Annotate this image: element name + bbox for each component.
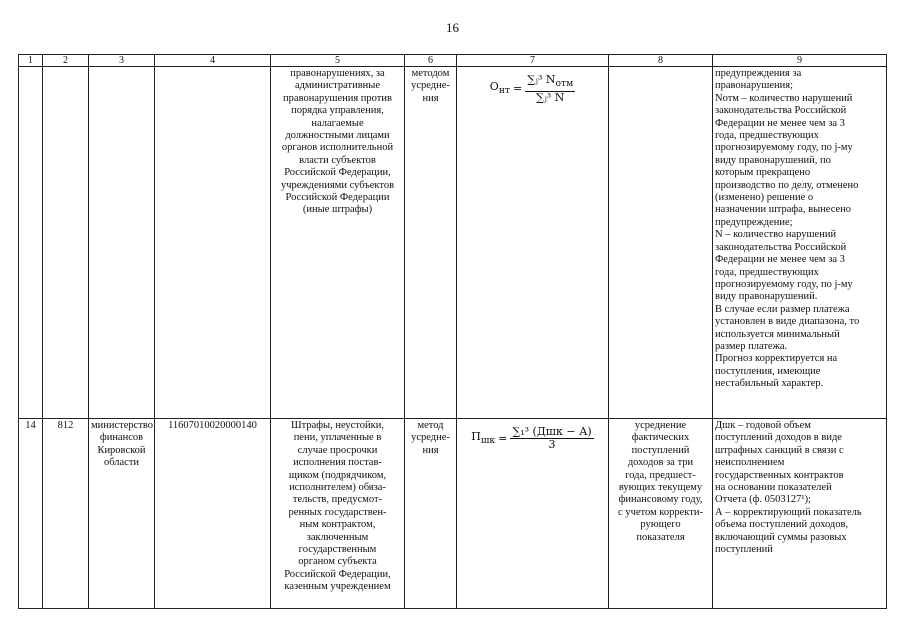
cell-code [43, 67, 89, 419]
column-number-row [19, 55, 887, 67]
cell-method: методом усредне- ния [405, 67, 457, 419]
formula-denominator: 3 [548, 438, 556, 452]
formula-denominator: ∑ⱼ³ N [536, 90, 565, 104]
cell-kbk [155, 67, 271, 419]
formula-fraction [510, 426, 593, 452]
page-number: 16 [446, 20, 459, 35]
table-row-continued [19, 67, 887, 419]
col-header-8: 8 [609, 55, 713, 67]
cell-administrator [89, 67, 155, 419]
cell-number [19, 67, 43, 419]
document-table [18, 54, 887, 609]
formula-numerator-sub: отм [555, 78, 574, 90]
formula: $О_{нт}$ = $\frac{\sum ⱼ^3 N_{отм}}{\text{∑ⱼ³ N}}$ [489, 73, 574, 104]
cell-description: предупреждения за правонарушения; Nотм – количество нарушений законодательства Российской Федерации не менее чем за 3 года, предшествующих прогнозируемому году, по j-му виду правонарушений, по которым прекращено производство по делу, отменено (изменено) решение о назначении штрафа, вынесено предупреждение; N – количество нарушений законодательства Российской Федерации не менее чем за 3 года, предшествующих прогнозируемому году, по j-му виду правонарушений. В случае если размер платежа установлен в виде диапазона, то используется минимальный размер платежа. Прогноз корректируется на поступления, имеющие нестабильный характер. [713, 67, 887, 419]
cell-kbk: 11607010020000140 [155, 419, 271, 609]
formula-lhs-sub: шк [480, 434, 496, 446]
col-header-5: 5 [271, 55, 405, 67]
col-header-2: 2 [43, 55, 89, 67]
col-header-9: 9 [713, 55, 887, 67]
cell-number: 14 [19, 419, 43, 609]
col-header-1: 1 [19, 55, 43, 67]
cell-administrator: министерство финансов Кировской области [89, 419, 155, 609]
col-header-7: 7 [457, 55, 609, 67]
cell-formula [457, 419, 609, 609]
formula-lhs-sub: нт [498, 84, 510, 96]
formula-lhs: О [489, 79, 499, 93]
cell-algorithm [609, 67, 713, 419]
formula-fraction [525, 74, 575, 104]
col-header-3: 3 [89, 55, 155, 67]
cell-formula [457, 67, 609, 419]
formula-numerator: ∑ⱼ³ N [527, 73, 556, 86]
formula-lhs: П [471, 429, 481, 443]
cell-method: метод усредне- ния [405, 419, 457, 609]
cell-income-name: правонарушениях, за административные правонарушения против порядка управления, налагаемые должностными лицами органов исполнительной власти субъектов Российской Федерации, учреждениями субъектов Российской Федерации (иные штрафы) [271, 67, 405, 419]
cell-description: Дшк – годовой объем поступлений доходов в виде штрафных санкций в связи с неисполнением государственных контрактов на основании показателей Отчета (ф. 0503127¹); А – корректирующий показатель объема поступлений доходов, включающий суммы разовых поступлений [713, 419, 887, 609]
col-header-6: 6 [405, 55, 457, 67]
cell-code: 812 [43, 419, 89, 609]
col-header-4: 4 [155, 55, 271, 67]
cell-algorithm: усреднение фактических поступлений доходов за три года, предшест- вующих текущему финансовому году, с учетом корректи- рующего показателя [609, 419, 713, 609]
table-row-14 [19, 419, 887, 609]
formula: $П_{шк}$ = $\frac{\text{∑₁³ (Дшк − А)}}{3}$ [471, 425, 592, 452]
cell-income-name: Штрафы, неустойки, пени, уплаченные в случае просрочки исполнения постав- щиком (подрядчиком, исполнителем) обяза- тельств, предусмот- ренных государствен- ным контрактом, заключенным государственным органом субъекта Российской Федерации, казенным учреждением [271, 419, 405, 609]
formula-numerator: ∑₁³ (Дшк − А) [512, 425, 592, 438]
